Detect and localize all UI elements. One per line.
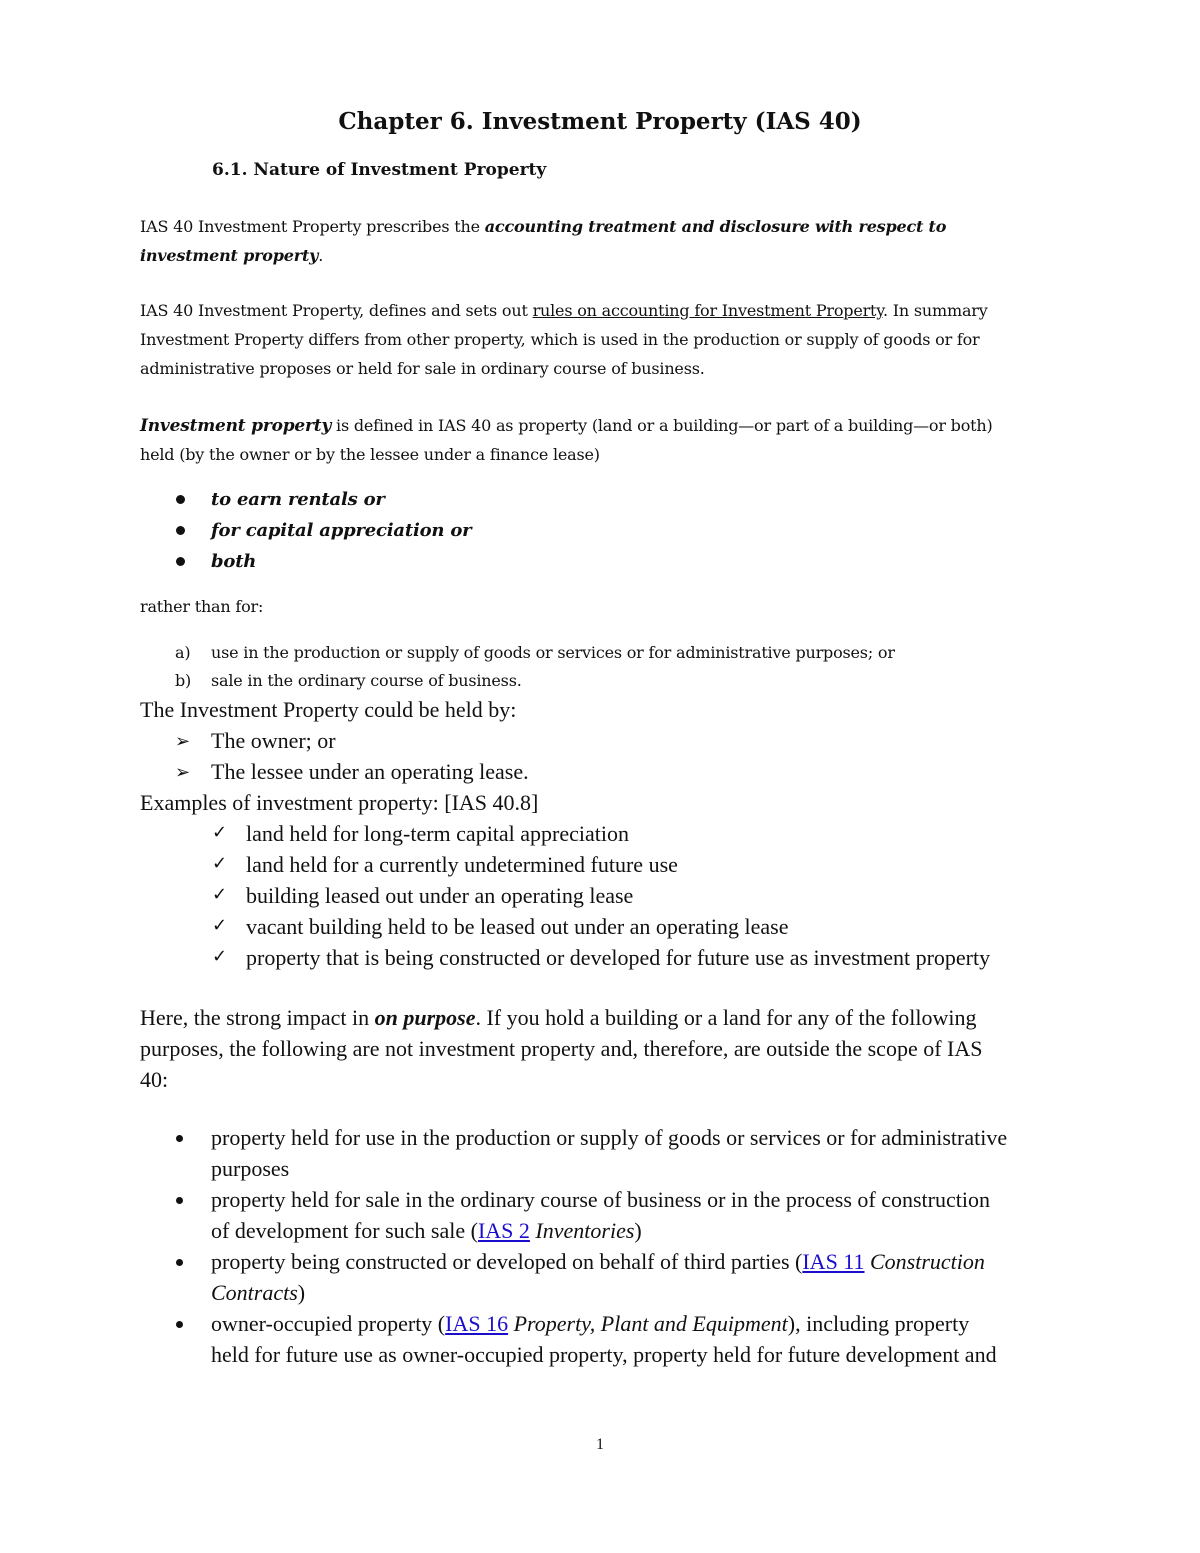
- list-item: sale in the ordinary course of business.: [211, 671, 522, 690]
- paragraph-term-line-1: [140, 416, 993, 436]
- checkmark-icon: ✓: [212, 946, 228, 967]
- exclusion-item-line: [211, 1218, 642, 1244]
- bullet-dot-icon: [176, 495, 185, 504]
- text-span: of development for such sale (: [211, 1218, 478, 1243]
- purpose-paragraph-line-3: 40:: [140, 1067, 169, 1092]
- text-span: ): [634, 1218, 642, 1243]
- paragraph-intro-line-1: [140, 217, 946, 236]
- list-marker: a): [175, 643, 191, 662]
- section-heading: 6.1. Nature of Investment Property: [212, 160, 547, 180]
- italic-text: Construction: [864, 1249, 985, 1274]
- checkmark-icon: ✓: [212, 822, 228, 843]
- list-item: building leased out under an operating lease: [246, 883, 634, 908]
- text-span: ): [297, 1280, 306, 1305]
- bullet-dot-icon: [176, 1321, 183, 1328]
- page-title: Chapter 6. Investment Property (IAS 40): [338, 108, 862, 135]
- bullet-dot-icon: [176, 1197, 183, 1204]
- held-by-intro: The Investment Property could be held by:: [140, 697, 517, 722]
- italic-text: Property, Plant and Equipment: [508, 1311, 788, 1336]
- arrowhead-icon: ➢: [175, 762, 191, 783]
- list-item: land held for a currently undetermined future use: [246, 852, 678, 877]
- list-item: land held for long-term capital appreciation: [246, 821, 630, 846]
- bullet-dot-icon: [176, 526, 185, 535]
- bullet-dot-icon: [176, 1259, 183, 1266]
- ias-11-link[interactable]: IAS 11: [802, 1249, 865, 1274]
- checkmark-icon: ✓: [212, 915, 228, 936]
- purpose-paragraph-line-2: purposes, the following are not investment property and, therefore, are outside the scope of IAS: [140, 1036, 983, 1061]
- list-item: The owner; or: [211, 728, 336, 753]
- exclusion-item-line: property held for use in the production or supply of goods or services or for administrative: [211, 1125, 1008, 1150]
- arrowhead-icon: ➢: [175, 731, 191, 752]
- bullet-dot-icon: [176, 1135, 183, 1142]
- underlined-text: rules on accounting for Investment Property: [532, 301, 883, 320]
- checkmark-icon: ✓: [212, 853, 228, 874]
- list-item: use in the production or supply of goods or services or for administrative purposes; or: [211, 643, 895, 662]
- paragraph-definition-line-2: Investment Property differs from other property, which is used in the production or supply of goods or for: [140, 330, 980, 349]
- text-span: IAS 40 Investment Property prescribes the: [140, 217, 485, 236]
- paragraph-term-line-2: held (by the owner or by the lessee under a finance lease): [140, 445, 600, 464]
- text-span: . In summary: [883, 301, 988, 320]
- text-span: IAS 40 Investment Property, defines and sets out: [140, 301, 533, 320]
- ias-2-link[interactable]: IAS 2: [477, 1218, 530, 1243]
- paragraph-intro-line-2: [140, 246, 323, 265]
- text-span: is defined in IAS 40 as property (land or a building—or part of a building—or both): [331, 416, 993, 435]
- purpose-paragraph-line-1: [140, 1005, 976, 1031]
- list-item: property that is being constructed or developed for future use as investment property: [246, 945, 991, 970]
- exclusion-item-line: [211, 1280, 305, 1306]
- exclusion-item-line: [211, 1311, 969, 1337]
- defined-term: Investment property: [140, 416, 332, 436]
- emphasis-text: on purpose: [374, 1005, 476, 1030]
- list-item: The lessee under an operating lease.: [211, 759, 529, 784]
- examples-intro: Examples of investment property: [IAS 40.8]: [140, 790, 539, 815]
- text-span: ), including property: [787, 1311, 970, 1336]
- page-number: 1: [596, 1436, 604, 1453]
- paragraph-definition-line-1: [140, 301, 988, 320]
- purpose-item: for capital appreciation or: [211, 520, 472, 541]
- exclusion-item-line: purposes: [211, 1156, 290, 1181]
- text-span: . If you hold a building or a land for any of the following: [475, 1005, 977, 1030]
- exclusion-item-line: property held for sale in the ordinary course of business or in the process of construction: [211, 1187, 990, 1212]
- text-span: .: [318, 246, 324, 265]
- checkmark-icon: ✓: [212, 884, 228, 905]
- text-span: Here, the strong impact in: [140, 1005, 375, 1030]
- exclusion-item-line: held for future use as owner-occupied property, property held for future development and: [211, 1342, 997, 1367]
- purpose-item: both: [211, 551, 257, 572]
- italic-text: Contracts: [211, 1280, 298, 1305]
- bullet-dot-icon: [176, 557, 185, 566]
- exclusion-item-line: [211, 1249, 985, 1275]
- ias-16-link[interactable]: IAS 16: [445, 1311, 509, 1336]
- text-span: property being constructed or developed on behalf of third parties (: [211, 1249, 803, 1274]
- emphasis-text: accounting treatment and disclosure with respect to: [484, 217, 947, 236]
- italic-text: Inventories: [529, 1218, 635, 1243]
- rather-than-text: rather than for:: [140, 597, 264, 616]
- paragraph-definition-line-3: administrative proposes or held for sale in ordinary course of business.: [140, 359, 705, 378]
- emphasis-text: investment property: [140, 246, 319, 265]
- text-span: owner-occupied property (: [211, 1311, 446, 1336]
- list-item: vacant building held to be leased out under an operating lease: [246, 914, 789, 939]
- purpose-item: to earn rentals or: [211, 489, 385, 510]
- list-marker: b): [175, 671, 192, 690]
